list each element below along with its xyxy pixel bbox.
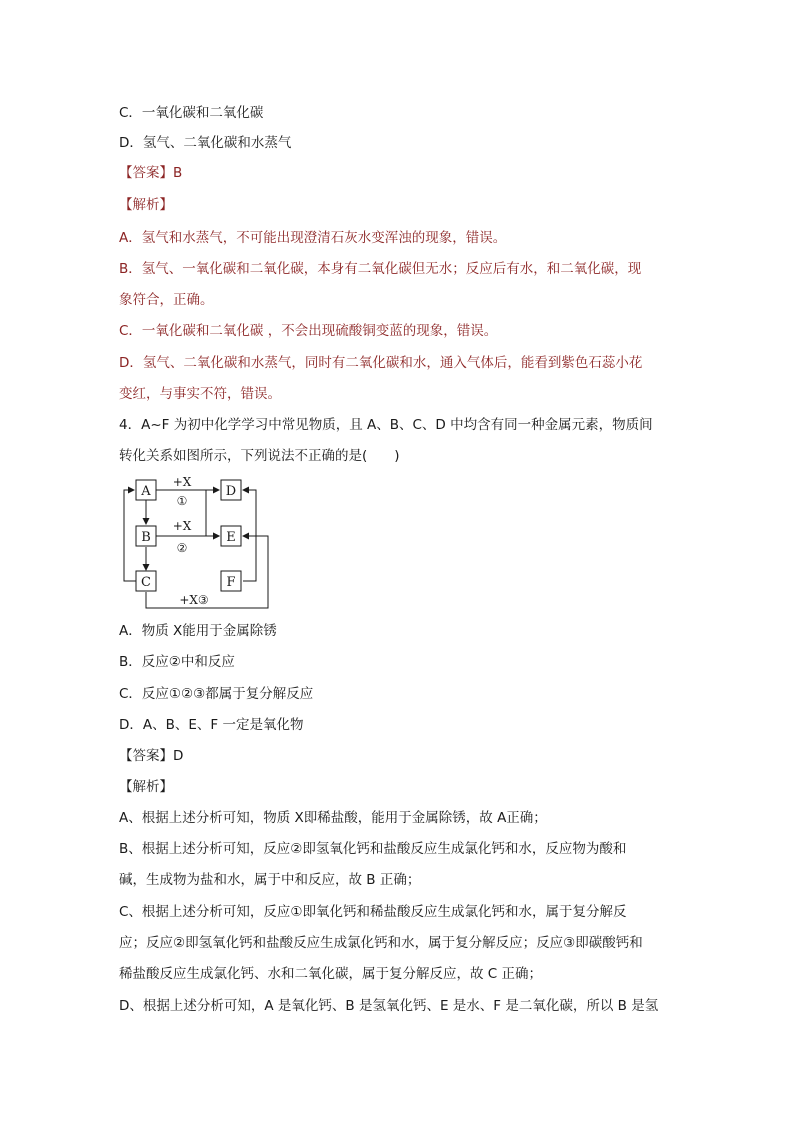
node-a-label: A	[141, 484, 151, 499]
reaction3-label: +X③	[179, 593, 209, 607]
node-e-label: E	[226, 530, 236, 545]
q3-option-c: C．一氧化碳和二氧化碳	[119, 105, 264, 121]
q4-analysis-line: 稀盐酸反应生成氯化钙、水和二氧化碳，属于复分解反应，故 C 正确；	[119, 966, 543, 982]
edge-c-a	[124, 490, 136, 581]
reaction1-reagent-label: +X	[172, 475, 192, 489]
q3-analysis-line: D．氢气、二氧化碳和水蒸气，同时有二氧化碳和水，通入气体后，能看到紫色石蕊小花	[119, 355, 643, 371]
reaction2-number-label: ②	[176, 541, 188, 555]
node-d-label: D	[225, 484, 237, 499]
node-b-label: B	[141, 530, 151, 545]
q3-analysis-line: B．氢气、一氧化碳和二氧化碳，本身有二氧化碳但无水；反应后有水，和二氧化碳，现	[119, 261, 642, 277]
q4-analysis-line: D、根据上述分析可知，A 是氧化钙、B 是氢氧化钙、E 是水、F 是二氧化碳，所以 B 是氢	[119, 998, 659, 1014]
q3-option-d: D．氢气、二氧化碳和水蒸气	[119, 135, 292, 151]
q4-option-d: D．A、B、E、F 一定是氧化物	[119, 717, 304, 733]
q3-analysis-line: 变红，与事实不符，错误。	[119, 386, 281, 402]
q3-analysis-line: C．一氧化碳和二氧化碳 ，不会出现硫酸铜变蓝的现象，错误。	[119, 323, 498, 339]
q4-option-a: A．物质 X能用于金属除锈	[119, 623, 277, 639]
node-f-label: F	[226, 575, 236, 590]
node-c-label: C	[141, 575, 151, 590]
q4-analysis-line: 应；反应②即氢氧化钙和盐酸反应生成氯化钙和水，属于复分解反应；反应③即碳酸钙和	[119, 935, 643, 951]
q4-option-c: C．反应①②③都属于复分解反应	[119, 686, 314, 702]
q4-option-b: B．反应②中和反应	[119, 654, 235, 670]
q4-analysis-line: 碱，生成物为盐和水，属于中和反应，故 B 正确；	[119, 872, 421, 888]
q4-analysis-line: A、根据上述分析可知，物质 X即稀盐酸，能用于金属除锈，故 A正确；	[119, 810, 547, 826]
q4-analysis-line: B、根据上述分析可知，反应②即氢氧化钙和盐酸反应生成氯化钙和水，反应物为酸和	[119, 841, 627, 857]
q4-stem-line: 4．A~F 为初中化学学习中常见物质，且 A、B、C、D 中均含有同一种金属元素，物质间	[119, 417, 653, 433]
q3-answer: 【答案】B	[119, 165, 183, 181]
conversion-diagram	[118, 474, 278, 614]
q4-stem-line: 转化关系如图所示，下列说法不正确的是( )	[119, 448, 400, 464]
q4-analysis-heading: 【解析】	[119, 779, 173, 795]
reaction2-reagent-label: +X	[172, 519, 192, 533]
q4-analysis-line: C、根据上述分析可知，反应①即氧化钙和稀盐酸反应生成氯化钙和水，属于复分解反	[119, 904, 627, 920]
q3-analysis-line: A．氢气和水蒸气，不可能出现澄清石灰水变浑浊的现象，错误。	[119, 230, 507, 246]
q3-analysis-line: 象符合，正确。	[119, 292, 214, 308]
q3-analysis-heading: 【解析】	[119, 197, 173, 213]
reaction1-number-label: ①	[176, 494, 188, 508]
q4-answer: 【答案】D	[119, 748, 184, 764]
